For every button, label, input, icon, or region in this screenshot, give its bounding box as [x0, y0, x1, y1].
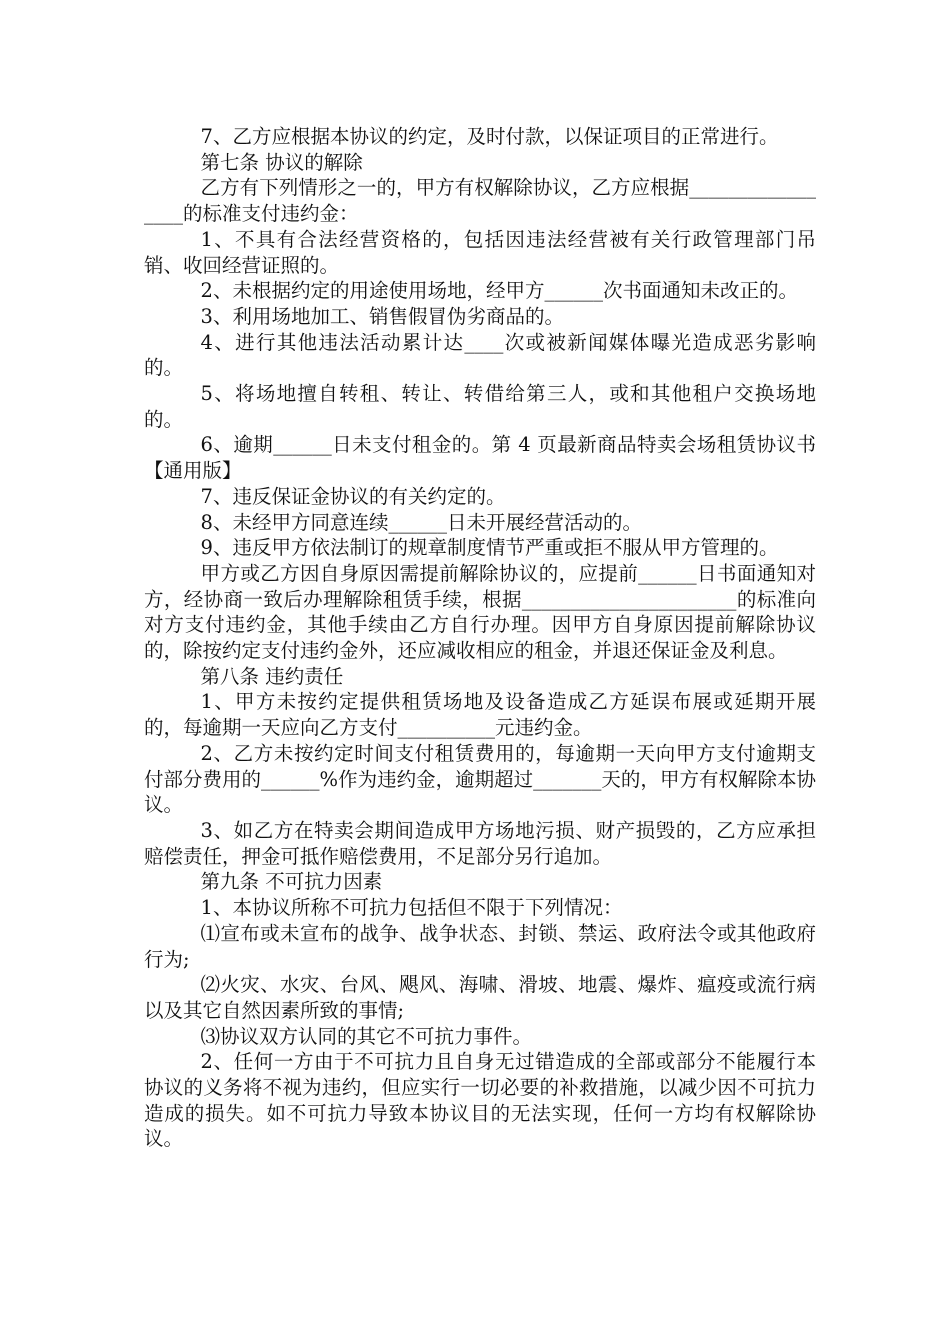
paragraph-termination-1: 1、不具有合法经营资格的，包括因违法经营被有关行政管理部门吊销、收回经营证照的。	[144, 227, 816, 277]
paragraph-termination-7: 7、违反保证金协议的有关约定的。	[200, 484, 506, 508]
document-body	[144, 124, 816, 1152]
heading-article-8: 第八条 违约责任	[200, 664, 344, 688]
paragraph-force-majeure-item-2: ⑵火灾、水灾、台风、飓风、海啸、滑坡、地震、爆炸、瘟疫或流行病以及其它自然因素所致的事情;	[144, 973, 816, 1022]
paragraph-termination-8: 8、未经甲方同意连续______日未开展经营活动的。	[200, 510, 642, 534]
paragraph-liability-1: 1、甲方未按约定提供租赁场地及设备造成乙方延误布展或延期开展的，每逾期一天应向乙方支付__________元违约金。	[144, 690, 816, 740]
paragraph-termination-intro: 乙方有下列情形之一的，甲方有权解除协议，乙方应根据_________________的标准支付违约金：	[144, 176, 816, 226]
paragraph-liability-3: 3、如乙方在特卖会期间造成甲方场地污损、财产损毁的，乙方应承担赔偿责任，押金可抵作赔偿费用，不足部分另行追加。	[144, 818, 816, 868]
paragraph-early-termination: 甲方或乙方因自身原因需提前解除协议的，应提前______日书面通知对方，经协商一致后办理解除租赁手续，根据______________________的标准向对方支付违约金，其他手续由乙方自行办理。因甲方自身原因提前解除协议的，除按约定支付违约金外，还应减收相应的租金，并退还保证金及利息。	[144, 561, 816, 663]
paragraph-force-majeure-2: 2、任何一方由于不可抗力且自身无过错造成的全部或部分不能履行本协议的义务将不视为违约，但应实行一切必要的补救措施，以减少因不可抗力造成的损失。如不可抗力导致本协议目的无法实现，任何一方均有权解除协议。	[144, 1050, 816, 1151]
paragraph-liability-2: 2、乙方未按约定时间支付租赁费用的，每逾期一天向甲方支付逾期支付部分费用的______%作为违约金，逾期超过_______天的，甲方有权解除本协议。	[144, 741, 816, 817]
paragraph-termination-9: 9、违反甲方依法制订的规章制度情节严重或拒不服从甲方管理的。	[200, 536, 779, 560]
paragraph-force-majeure-item-3: ⑶协议双方认同的其它不可抗力事件。	[200, 1024, 533, 1048]
paragraph-force-majeure-item-1: ⑴宣布或未宣布的战争、战争状态、封锁、禁运、政府法令或其他政府行为;	[144, 921, 816, 971]
paragraph-force-majeure-1: 1、本协议所称不可抗力包括但不限于下列情况：	[200, 896, 623, 920]
paragraph-termination-4: 4、进行其他违法活动累计达____次或被新闻媒体曝光造成恶劣影响的。	[144, 330, 816, 380]
heading-article-9: 第九条 不可抗力因素	[200, 870, 383, 894]
paragraph-clause-7-7: 7、乙方应根据本协议的约定，及时付款，以保证项目的正常进行。	[200, 125, 779, 148]
paragraph-termination-3: 3、利用场地加工、销售假冒伪劣商品的。	[200, 304, 564, 328]
paragraph-termination-6: 6、逾期______日未支付租金的。第 4 页最新商品特卖会场租赁协议书【通用版】	[144, 433, 816, 483]
paragraph-termination-2: 2、未根据约定的用途使用场地，经甲方______次书面通知未改正的。	[200, 279, 798, 303]
heading-article-7: 第七条 协议的解除	[200, 150, 363, 174]
paragraph-termination-5: 5、将场地擅自转租、转让、转借给第三人，或和其他租户交换场地的。	[144, 382, 816, 431]
